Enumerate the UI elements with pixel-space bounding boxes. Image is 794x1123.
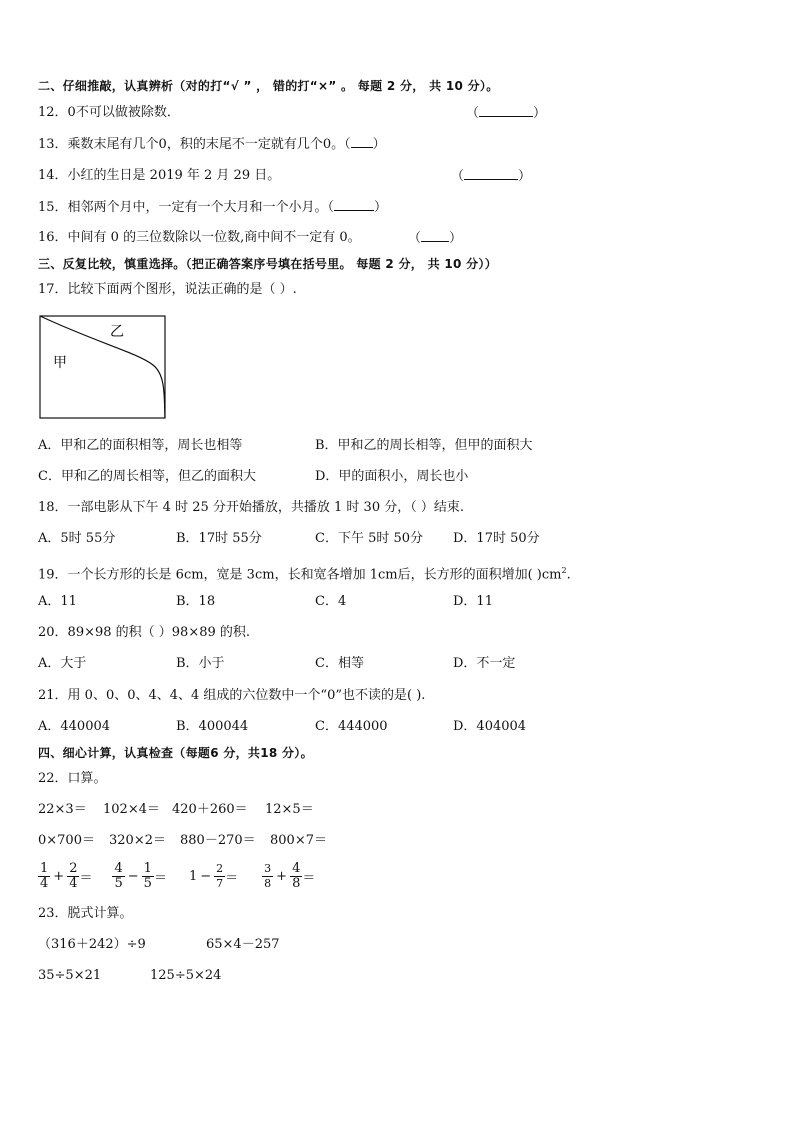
q20-option-d[interactable]: D．不一定 xyxy=(453,656,516,671)
section-4-heading: 四、细心计算，认真检查（每题6 分，共18 分）。 xyxy=(38,746,313,760)
answer-blank-13[interactable] xyxy=(351,135,373,148)
oral-calc-3: 420＋260＝ xyxy=(172,802,248,817)
q21-option-d[interactable]: D．404004 xyxy=(453,719,527,734)
step-calc-1: （316＋242）÷9 xyxy=(38,937,146,952)
answer-blank-16[interactable]: （ ） xyxy=(408,231,463,246)
oral-calc-8: 800×7＝ xyxy=(270,833,327,848)
label-yi: 乙 xyxy=(110,324,124,340)
answer-blank-12[interactable]: （ ） xyxy=(466,106,547,121)
question-14 xyxy=(38,167,280,185)
answer-blank-15[interactable] xyxy=(334,198,374,211)
oral-calc-6: 320×2＝ xyxy=(109,833,166,848)
section-3-heading: 三、反复比较，慎重选择。（把正确答案序号填在括号里。 每题 2 分， 共 10 分）） xyxy=(38,257,498,271)
section-2-heading: 二、仔细推敲，认真辨析（对的打“√ ” ， 错的打“×” 。 每题 2 分， 共 10 分）。 xyxy=(38,79,499,93)
question-21-text: 21．用 0、0、0、4、4、4 组成的六位数中一个“0”也不读的是( ). xyxy=(38,688,426,703)
q19-option-d[interactable]: D．11 xyxy=(453,594,493,609)
q18-option-d[interactable]: D．17时 50分 xyxy=(453,531,540,546)
question-16 xyxy=(38,229,361,247)
question-23-title: 23．脱式计算。 xyxy=(38,906,133,921)
step-calc-3: 35÷5×21 xyxy=(38,968,102,983)
q18-option-b[interactable]: B．17时 55分 xyxy=(176,531,262,546)
figure-jia-yi xyxy=(38,313,168,421)
q17-option-b[interactable]: B．甲和乙的周长相等，但甲的面积大 xyxy=(315,438,533,453)
step-calc-2: 65×4－257 xyxy=(206,937,280,952)
q20-option-b[interactable]: B．小于 xyxy=(176,656,225,671)
oral-calc-2: 102×4＝ xyxy=(103,802,160,817)
fraction-expr-3: 1 − $\frac{2}{7}$ ＝ xyxy=(188,861,239,890)
fraction-expr-2: $\frac{4}{5}$ − $\frac{1}{5}$ ＝ xyxy=(114,860,167,891)
q19-option-c[interactable]: C．4 xyxy=(315,594,347,609)
q17-option-d[interactable]: D．甲的面积小，周长也小 xyxy=(315,469,469,484)
question-18-text: 18．一部电影从下午 4 时 25 分开始播放，共播放 1 时 30 分，（ ）结束. xyxy=(38,500,464,515)
oral-calc-4: 12×5＝ xyxy=(265,802,314,817)
q20-option-c[interactable]: C．相等 xyxy=(315,656,364,671)
q18-option-a[interactable]: A．5时 55分 xyxy=(38,531,116,546)
q21-option-b[interactable]: B．400044 xyxy=(176,719,249,734)
q19-superscript: 2 xyxy=(561,566,567,575)
question-20-text: 20．89×98 的积（ ）98×89 的积. xyxy=(38,625,251,640)
step-calc-4: 125÷5×24 xyxy=(150,968,222,983)
question-19-text: 19．一个长方形的长是 6cm，宽是 3cm，长和宽各增加 1cm后，长方形的面积增加( )cm xyxy=(38,567,562,583)
q17-option-c[interactable]: C．甲和乙的周长相等，但乙的面积大 xyxy=(38,469,256,484)
question-12 xyxy=(38,104,180,122)
question-13: 13．乘数末尾有几个0，积的末尾不一定就有几个0。（ ） xyxy=(38,137,386,152)
q18-option-c[interactable]: C．下午 5时 50分 xyxy=(315,531,424,546)
q20-option-a[interactable]: A．大于 xyxy=(38,656,87,671)
question-14-text: 14．小红的生日是 2019 年 2 月 29 日。 xyxy=(38,168,281,183)
question-15: 15．相邻两个月中，一定有一个大月和一个小月。（ ） xyxy=(38,200,388,215)
question-16-text: 16．中间有 0 的三位数除以一位数,商中间不一定有 0。 xyxy=(38,230,361,245)
q17-option-a[interactable]: A．甲和乙的面积相等，周长也相等 xyxy=(38,438,243,453)
fraction-expr-1: $\frac{1}{4}$ + $\frac{2}{4}$ ＝ xyxy=(40,860,93,891)
question-19: 19．一个长方形的长是 6cm，宽是 3cm，长和宽各增加 1cm后，长方形的面积增加( )$cm^2$. xyxy=(38,566,571,583)
label-jia: 甲 xyxy=(53,355,67,371)
q21-option-c[interactable]: C．444000 xyxy=(315,719,388,734)
question-17-text: 17．比较下面两个图形，说法正确的是（ ）. xyxy=(38,282,297,297)
q21-option-a[interactable]: A．440004 xyxy=(38,719,111,734)
question-22-title: 22．口算。 xyxy=(38,771,107,786)
fraction-row xyxy=(38,858,315,894)
question-15-text: 15．相邻两个月中，一定有一个大月和一个小月。（ xyxy=(38,200,335,215)
oral-calc-1: 22×3＝ xyxy=(38,802,87,817)
oral-calc-7: 880－270＝ xyxy=(180,833,256,848)
q19-option-b[interactable]: B．18 xyxy=(176,594,216,609)
question-13-text: 13．乘数末尾有几个0，积的末尾不一定就有几个0。（ xyxy=(38,137,351,152)
answer-blank-14[interactable]: （ ） xyxy=(451,169,532,184)
oral-calc-5: 0×700＝ xyxy=(38,833,95,848)
fraction-expr-4: $\frac{3}{8}$ + $\frac{4}{8}$ ＝ xyxy=(264,860,316,891)
question-12-text: 12．0不可以做被除数． xyxy=(38,105,180,120)
q19-option-a[interactable]: A．11 xyxy=(38,594,77,609)
